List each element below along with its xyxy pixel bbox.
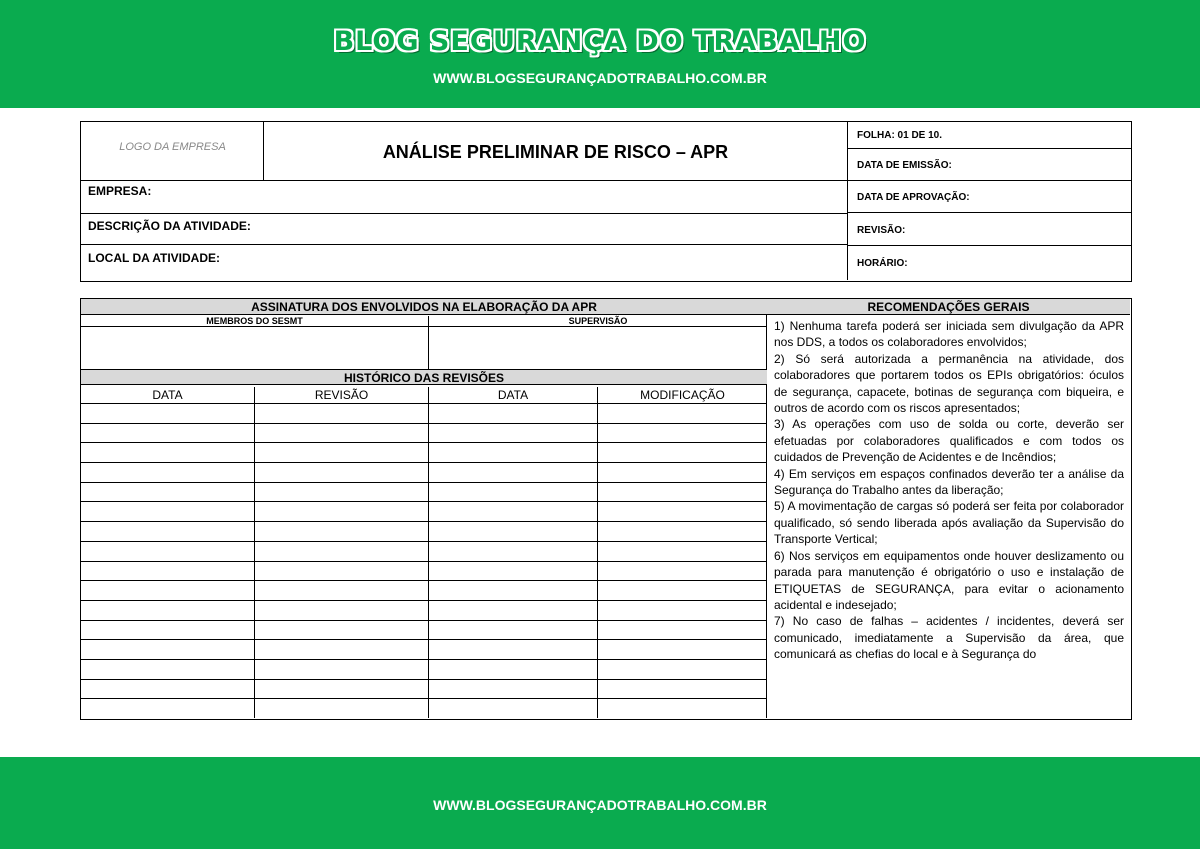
history-col-data-1: DATA	[152, 388, 183, 402]
recommendation-item: 2) Só será autorizada a permanência na atividade, dos colaboradores que portarem todos os EPIs obrigatórios: óculos de segurança, capacete, botinas de segurança com biqueira, e outros de acordo com os riscos apresentados;	[774, 351, 1124, 416]
logo-placeholder: LOGO DA EMPRESA	[119, 141, 226, 153]
divider	[597, 387, 598, 718]
divider	[81, 213, 847, 214]
history-row-line	[81, 482, 767, 483]
recommendation-item: 6) Nos serviços em equipamentos onde houver deslizamento ou parada para manutenção é obrigatório o uso e instalação de ETIQUETAS de SEGURANÇA, para evitar o acionamento acidental e indesejado;	[774, 548, 1124, 612]
recommendation-item: 4) Em serviços em espaços confinados deverão ter a análise da Segurança do Trabalho antes da liberação;	[774, 466, 1124, 498]
document-title: ANÁLISE PRELIMINAR DE RISCO – APR	[382, 142, 729, 162]
history-row-line	[81, 561, 767, 562]
field-descricao-atividade: DESCRIÇÃO DA ATIVIDADE:	[88, 219, 251, 233]
history-row-line	[81, 620, 767, 621]
recommendation-item: 7) No caso de falhas – acidentes / incidentes, deverá ser comunicado, imediatamente a Supervisão da área, que comunicará as chefias do local e à Segurança do	[774, 614, 1124, 662]
logo-cell	[81, 122, 264, 181]
col-membros-sesmt: MEMBROS DO SESMT	[81, 316, 428, 327]
field-empresa: EMPRESA:	[88, 184, 152, 198]
field-data-emissao: DATA DE EMISSÃO:	[857, 160, 952, 171]
history-row-line	[81, 580, 767, 581]
left-panel	[81, 299, 767, 718]
row-horario	[848, 246, 1132, 280]
top-banner	[0, 0, 1200, 108]
field-folha: FOLHA: 01 DE 10.	[857, 130, 943, 141]
signatures-title: ASSINATURA DOS ENVOLVIDOS NA ELABORAÇÃO DA APR	[81, 299, 767, 315]
apr-body	[80, 298, 1132, 720]
recommendation-item: 1) Nenhuma tarefa poderá ser iniciada sem divulgação da APR nos DDS, a todos os colaboradores envolvidos;	[774, 319, 1124, 350]
apr-header	[80, 121, 1132, 282]
divider	[81, 244, 847, 245]
right-panel	[767, 299, 1130, 718]
col-supervisao: SUPERVISÃO	[429, 316, 767, 327]
history-row-line	[81, 462, 767, 463]
brand-url-top[interactable]: WWW.BLOGSEGURANÇADOTRABALHO.COM.BR	[433, 70, 767, 86]
divider	[254, 387, 255, 718]
history-row-line	[81, 501, 767, 502]
history-row-line	[81, 639, 767, 640]
history-row-line	[81, 600, 767, 601]
history-row-line	[81, 698, 767, 699]
header-right-column	[847, 122, 1131, 280]
history-col-data-2: DATA	[497, 388, 529, 402]
history-row-line	[81, 521, 767, 522]
row-folha	[848, 122, 1132, 149]
title-cell	[264, 122, 847, 181]
history-row-line	[81, 423, 767, 424]
field-data-aprovacao: DATA DE APROVAÇÃO:	[857, 192, 970, 203]
history-row-line	[81, 442, 767, 443]
history-col-revisao: REVISÃO	[314, 388, 369, 402]
field-local-atividade: LOCAL DA ATIVIDADE:	[88, 251, 220, 265]
history-row-line	[81, 541, 767, 542]
recommendation-item: 3) As operações com uso de solda ou corte, deverão ser efetuadas por colaboradores qualificados e com todos os cuidados de Prevenção de Acidentes e de Incêndios;	[774, 417, 1124, 465]
brand-title: BLOG SEGURANÇA DO TRABALHO	[333, 26, 867, 57]
row-data-aprovacao	[848, 181, 1132, 213]
field-horario: HORÁRIO:	[857, 258, 908, 269]
recommendations-title: RECOMENDAÇÕES GERAIS	[767, 299, 1130, 315]
brand-url-bottom[interactable]: WWW.BLOGSEGURANÇADOTRABALHO.COM.BR	[433, 797, 767, 813]
recommendations-list	[774, 318, 1124, 716]
recommendation-item: 5) A movimentação de cargas só poderá ser feita por colaborador qualificado, só sendo liberada após avaliação da Supervisão do Transporte Vertical;	[774, 499, 1124, 547]
divider	[428, 387, 429, 718]
history-row-line	[81, 679, 767, 680]
field-revisao: REVISÃO:	[857, 225, 906, 236]
history-title: HISTÓRICO DAS REVISÕES	[81, 369, 767, 385]
row-revisao	[848, 213, 1132, 246]
divider	[428, 316, 429, 370]
row-data-emissao	[848, 149, 1132, 181]
history-col-modificacao: MODIFICAÇÃO	[640, 388, 725, 402]
history-row-line	[81, 403, 767, 404]
history-row-line	[81, 659, 767, 660]
